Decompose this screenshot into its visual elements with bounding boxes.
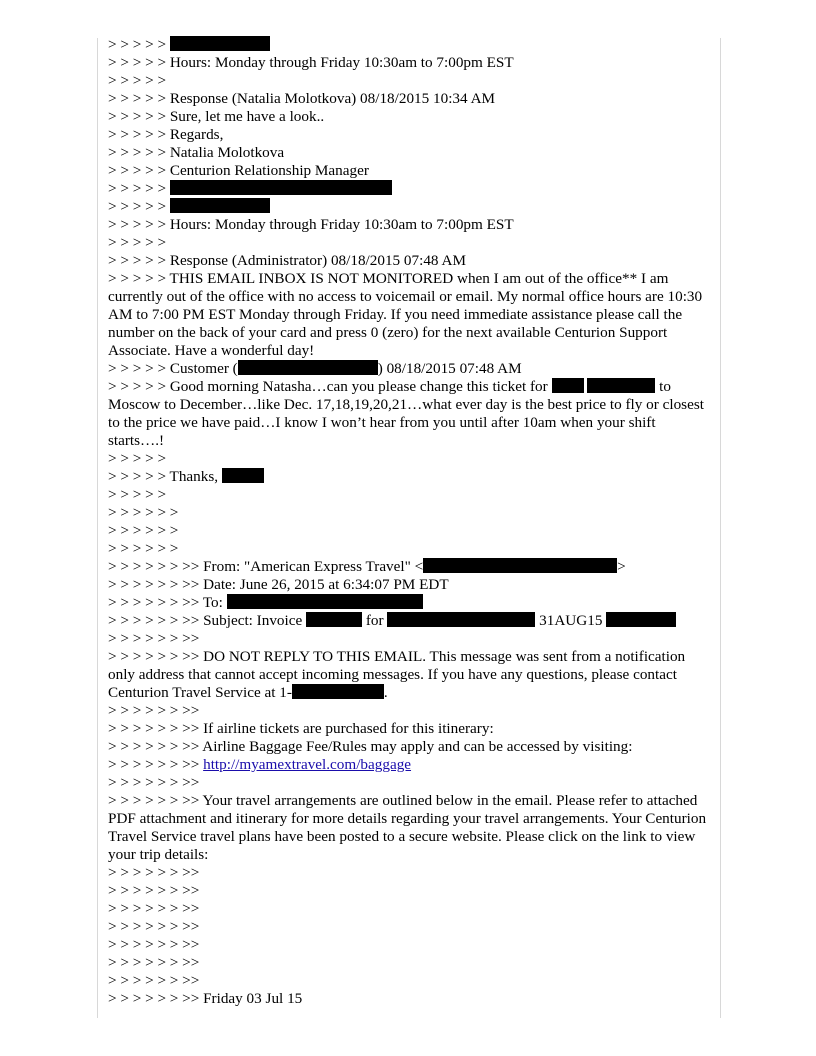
from-header: From: "American Express Travel" < <box>203 558 424 575</box>
quote-prefix: > > > > > <box>108 90 170 107</box>
quote-prefix: > > > > > > >> <box>108 954 200 971</box>
travel-arrangements-text: Your travel arrangements are outlined below in the email. Please refer to attached PDF attachment and itinerary for more details regarding your travel arrangements. Your Centurion Travel Service travel plans have been posted to a secure website. Please click on the link to view your trip details: <box>108 792 707 863</box>
quoted-line <box>108 936 710 954</box>
message-text-continued: to Moscow to December…like Dec. 17,18,19,20,21…what ever day is the best price to fly or closest to the price we have paid…I know I won’t hear from you until after 10am when your shift starts….! <box>108 378 704 449</box>
quote-prefix: > > > > > <box>108 216 170 233</box>
quoted-line <box>108 198 710 216</box>
to-header: To: <box>202 594 223 611</box>
quote-prefix: > > > > > > >> <box>108 756 204 773</box>
quote-prefix: > > > > > > >> <box>108 936 200 953</box>
quoted-line <box>108 522 710 540</box>
quoted-line <box>108 702 710 720</box>
quote-prefix: > > > > > <box>108 270 170 287</box>
redaction-block <box>170 180 392 195</box>
quoted-line <box>108 144 710 162</box>
redaction-block <box>606 612 676 627</box>
from-header-end: > <box>617 558 626 575</box>
quote-prefix: > > > > > <box>108 252 170 269</box>
quoted-line <box>108 36 710 54</box>
quote-prefix: > > > > > > >> <box>108 900 200 917</box>
quote-prefix: > > > > > <box>108 36 170 53</box>
sign-off: Thanks, <box>169 468 219 485</box>
sign-off: Regards, <box>169 126 224 143</box>
quoted-line <box>108 504 710 522</box>
quoted-paragraph <box>108 270 710 360</box>
quoted-line <box>108 252 710 270</box>
quote-prefix: > > > > > > <box>108 504 179 521</box>
quote-prefix: > > > > > > >> <box>108 918 200 935</box>
redaction-block <box>552 378 584 393</box>
customer-header: Customer ( <box>169 360 238 377</box>
quoted-line <box>108 216 710 234</box>
auto-reply-text: THIS EMAIL INBOX IS NOT MONITORED when I am out of the office** I am currently out of the office with no access to voicemail or email. My normal office hours are 10:30 AM to 7:00 PM EST Monday through Friday. If you need immediate assistance please call the number on the back of your card and press 0 (zero) for the next available Centurion Support Associate. Have a wonderful day! <box>108 270 703 359</box>
redaction-block <box>238 360 378 375</box>
quoted-line <box>108 774 710 792</box>
itinerary-date: Friday 03 Jul 15 <box>203 990 303 1007</box>
subject-header-mid: for <box>365 612 384 629</box>
quoted-line <box>108 54 710 72</box>
redaction-block <box>587 378 655 393</box>
message-text: Sure, let me have a look.. <box>169 108 325 125</box>
quoted-line <box>108 360 710 378</box>
quote-prefix: > > > > > > >> <box>108 864 200 881</box>
quote-prefix: > > > > > > <box>108 522 179 539</box>
signature-title: Centurion Relationship Manager <box>169 162 369 179</box>
quote-prefix: > > > > > > >> <box>108 648 204 665</box>
quoted-line <box>108 918 710 936</box>
quote-prefix: > > > > > <box>108 378 170 395</box>
quoted-line <box>108 990 710 1008</box>
date-header: Date: June 26, 2015 at 6:34:07 PM EDT <box>203 576 449 593</box>
quote-prefix: > > > > > <box>108 162 170 179</box>
quoted-line <box>108 630 710 648</box>
quote-prefix: > > > > > > >> <box>108 576 204 593</box>
quoted-line <box>108 90 710 108</box>
baggage-link[interactable]: http://myamextravel.com/baggage <box>203 756 412 773</box>
quoted-line <box>108 738 710 756</box>
quote-prefix: > > > > > <box>108 486 167 503</box>
quoted-line <box>108 900 710 918</box>
quote-prefix: > > > > > <box>108 144 170 161</box>
quoted-line <box>108 540 710 558</box>
quote-prefix: > > > > > > >> <box>108 720 204 737</box>
quote-prefix: > > > > > <box>108 450 167 467</box>
quote-prefix: > > > > > <box>108 108 170 125</box>
quote-prefix: > > > > > > <box>108 540 179 557</box>
quoted-line <box>108 468 710 486</box>
quoted-line <box>108 126 710 144</box>
notice-text: DO NOT REPLY TO THIS EMAIL. This message was sent from a notification only address that cannot accept incoming messages. If you have any questions, please contact Centurion Travel Service at 1- <box>108 648 686 701</box>
quoted-line <box>108 558 710 576</box>
quoted-line <box>108 486 710 504</box>
quoted-line <box>108 756 710 774</box>
quoted-line <box>108 864 710 882</box>
quote-prefix: > > > > > <box>108 198 170 215</box>
quoted-line <box>108 72 710 90</box>
quote-prefix: > > > > > <box>108 72 167 89</box>
quote-prefix: > > > > > > >> <box>108 774 200 791</box>
quote-prefix: > > > > > > >> <box>108 558 204 575</box>
quoted-line <box>108 594 710 612</box>
email-thread <box>108 36 710 1008</box>
baggage-note: Airline Baggage Fee/Rules may apply and can be accessed by visiting: <box>202 738 633 755</box>
subject-header: Subject: Invoice <box>203 612 303 629</box>
redaction-block <box>423 558 617 573</box>
quote-prefix: > > > > > > >> <box>108 702 200 719</box>
quote-prefix: > > > > > > >> <box>108 738 203 755</box>
hours-text: Hours: Monday through Friday 10:30am to 7:00pm EST <box>169 54 514 71</box>
airline-note: If airline tickets are purchased for this itinerary: <box>203 720 494 737</box>
quoted-paragraph <box>108 792 710 864</box>
quote-prefix: > > > > > <box>108 468 170 485</box>
quoted-paragraph <box>108 378 710 450</box>
quote-prefix: > > > > > > >> <box>108 990 204 1007</box>
message-text: Good morning Natasha…can you please change this ticket for <box>169 378 548 395</box>
quote-prefix: > > > > > <box>108 126 170 143</box>
quoted-line <box>108 882 710 900</box>
quoted-line <box>108 108 710 126</box>
quote-prefix: > > > > > <box>108 180 170 197</box>
quote-prefix: > > > > > > >> <box>108 972 200 989</box>
quoted-line <box>108 954 710 972</box>
quoted-line <box>108 576 710 594</box>
signature-name: Natalia Molotkova <box>169 144 285 161</box>
quoted-line <box>108 234 710 252</box>
quoted-line <box>108 612 710 630</box>
notice-text-end: . <box>383 684 388 701</box>
quoted-line <box>108 972 710 990</box>
quote-prefix: > > > > > <box>108 54 170 71</box>
quote-prefix: > > > > > > >> <box>108 792 203 809</box>
quote-prefix: > > > > > > >> <box>108 882 200 899</box>
quoted-line <box>108 162 710 180</box>
quote-prefix: > > > > > <box>108 360 170 377</box>
redaction-block <box>306 612 362 627</box>
response-header: Response (Administrator) 08/18/2015 07:48 AM <box>169 252 466 269</box>
quoted-paragraph <box>108 648 710 702</box>
hours-text: Hours: Monday through Friday 10:30am to 7:00pm EST <box>169 216 514 233</box>
subject-header-date: 31AUG15 <box>539 612 603 629</box>
quoted-line <box>108 450 710 468</box>
quote-prefix: > > > > > > >> <box>108 630 200 647</box>
redaction-block <box>227 594 423 609</box>
response-header: Response (Natalia Molotkova) 08/18/2015 10:34 AM <box>169 90 496 107</box>
quote-prefix: > > > > > > >> <box>108 612 204 629</box>
customer-header-date: ) 08/18/2015 07:48 AM <box>377 360 522 377</box>
quote-prefix: > > > > > <box>108 234 167 251</box>
quoted-line <box>108 180 710 198</box>
redaction-block <box>170 36 270 51</box>
redaction-block <box>292 684 384 699</box>
redaction-block <box>387 612 535 627</box>
redaction-block <box>170 198 270 213</box>
quote-prefix: > > > > > > >> <box>108 594 203 611</box>
redaction-block <box>222 468 264 483</box>
quoted-line <box>108 720 710 738</box>
